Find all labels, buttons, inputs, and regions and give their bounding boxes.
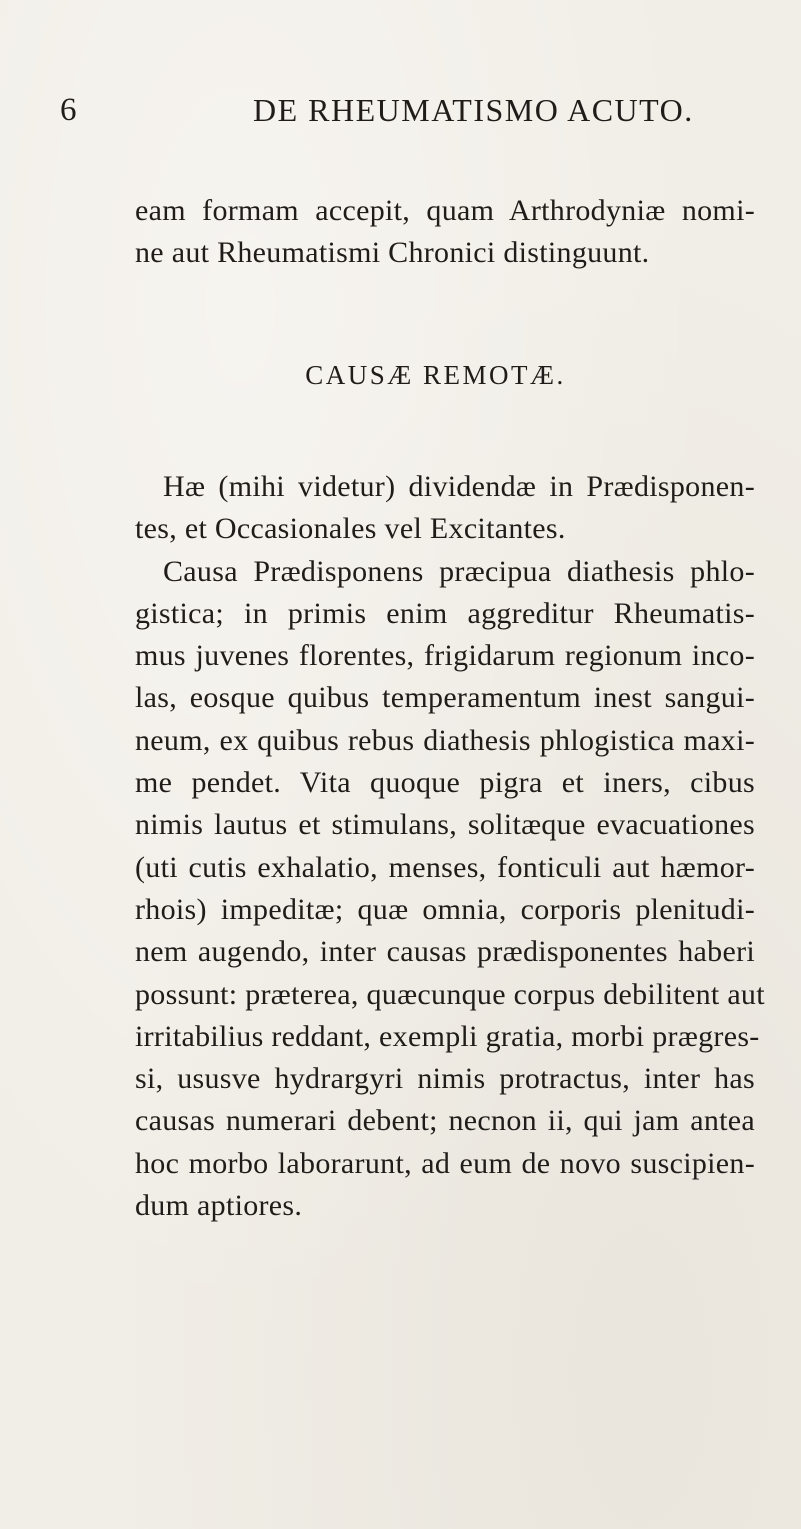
text-line: causas numerari debent; necnon ii, qui jam antea: [135, 1104, 755, 1138]
section-heading: [0, 360, 801, 391]
text-line: mus juvenes florentes, frigidarum regionum inco-: [135, 639, 755, 673]
text-line: hoc morbo laborarunt, ad eum de novo suscipien-: [135, 1146, 755, 1180]
text-line: rhois) impeditæ; quæ omnia, corporis plenitudi-: [135, 892, 755, 926]
paragraph-main: [135, 466, 765, 1227]
text-line: si, ususve hydrargyri nimis protractus, inter has: [135, 1062, 755, 1096]
page-number: 6: [60, 92, 77, 128]
text-line: eam formam accepit, quam Arthrodyniæ nomi-: [135, 194, 755, 227]
running-head-title: DE RHEUMATISMO ACUTO.: [253, 92, 694, 128]
text-line: irritabilius reddant, exempli gratia, morbi prægres-: [135, 1019, 760, 1053]
text-line: possunt: præterea, quæcunque corpus debilitent aut: [135, 977, 765, 1011]
text-line: (uti cutis exhalatio, menses, fonticuli aut hæmor-: [135, 850, 755, 884]
text-line: nem augendo, inter causas prædisponentes haberi: [135, 935, 755, 969]
text-line: ne aut Rheumatismi Chronici distinguunt.: [135, 236, 650, 269]
text-line: gistica; in primis enim aggreditur Rheumatis-: [135, 596, 755, 630]
text-line: Causa Prædisponens præcipua diathesis phlo-: [163, 554, 755, 588]
paragraph-top: [135, 190, 755, 274]
text-line: tes, et Occasionales vel Excitantes.: [135, 512, 566, 546]
text-line: nimis lautus et stimulans, solitæque evacuationes: [135, 808, 755, 842]
text-line: me pendet. Vita quoque pigra et iners, cibus: [135, 766, 755, 800]
text-line: las, eosque quibus temperamentum inest sangui-: [135, 681, 755, 715]
running-head: [60, 92, 760, 142]
text-line: Hæ (mihi videtur) dividendæ in Prædisponen-: [163, 470, 755, 503]
section-heading-text: CAUSÆ REMOTÆ.: [305, 360, 566, 390]
text-line: dum aptiores.: [135, 1189, 303, 1223]
text-line: neum, ex quibus rebus diathesis phlogistica maxi-: [135, 723, 755, 757]
